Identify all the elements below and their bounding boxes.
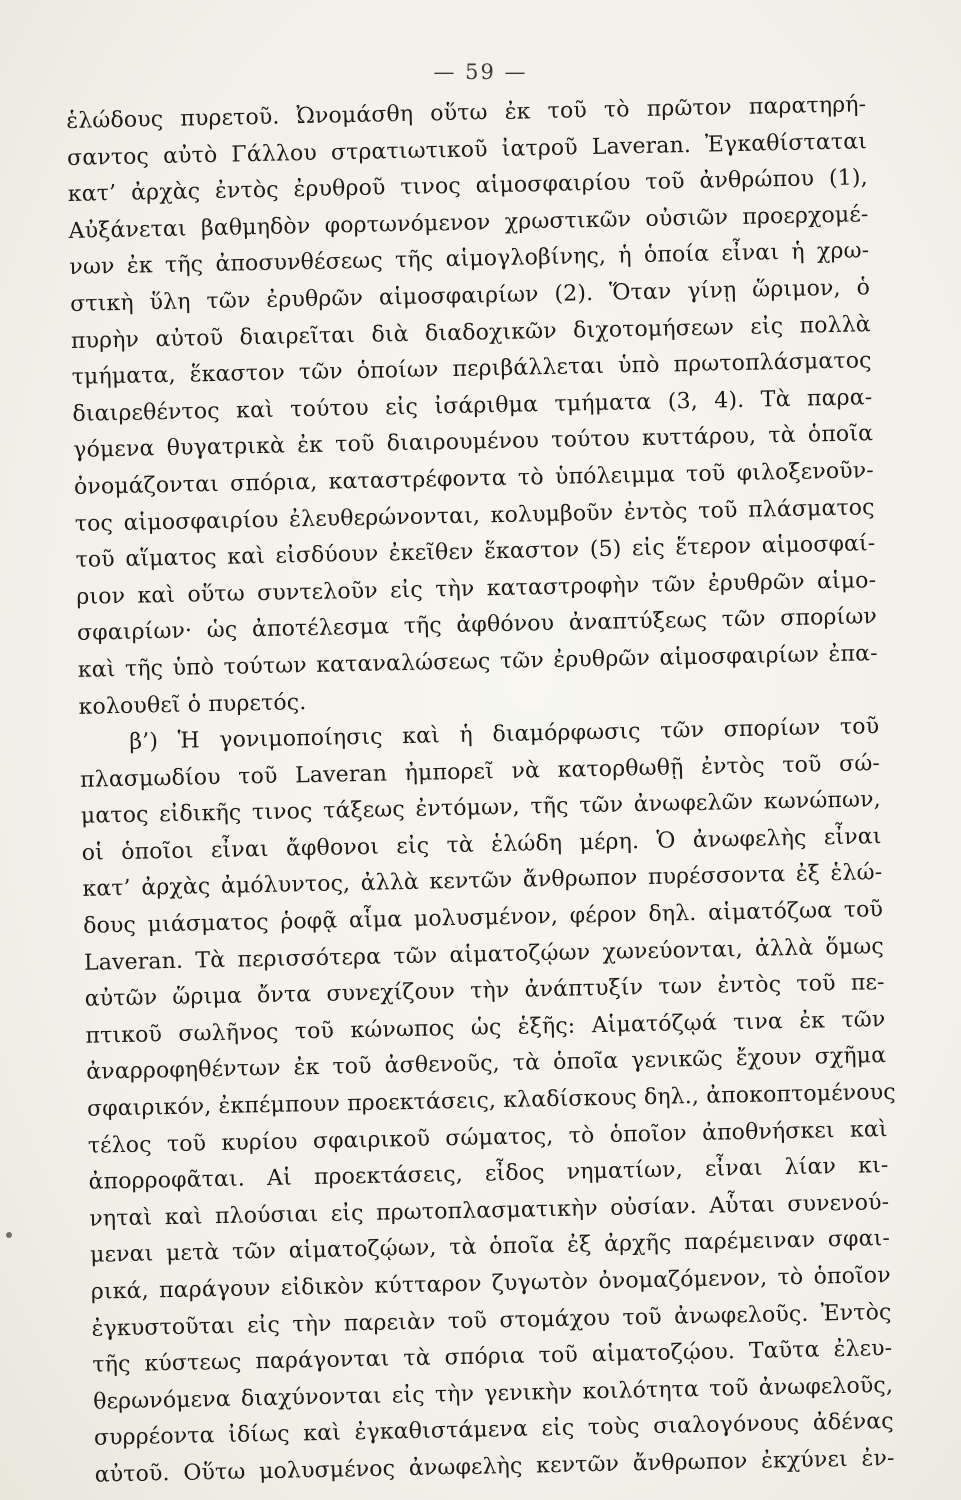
text-line: πτικοῦ σωλῆνος τοῦ κώνωπος ὡς ἑξῆς: Αἱματόζῳά τινα ἐκ τῶν: [85, 1006, 886, 1049]
text-line: τέλος τοῦ κυρίου σφαιρικοῦ σώματος, τὸ ὁποῖον ἀποθνήσκει καὶ: [87, 1116, 888, 1159]
text-line: νων ἐκ τῆς ἀποσυνθέσεως τῆς αἱμογλοβίνης, ἡ ὁποία εἶναι ἡ χρω-: [69, 238, 870, 281]
text-line: τος αἱμοσφαιρίου ἐλευθερώνονται, κολυμβοῦν ἐντὸς τοῦ πλάσματος: [74, 494, 875, 537]
text-line: διαιρεθέντος καὶ τούτου εἰς ἰσάριθμα τμήματα (3, 4). Τὰ παρα-: [72, 384, 873, 427]
text-line: κατ’ ἀρχὰς ἐντὸς ἐρυθροῦ τινος αἱμοσφαιρίου τοῦ ἀνθρώπου (1),: [67, 165, 868, 208]
text-line: ἀναρροφηθέντων ἐκ τοῦ ἀσθενοῦς, τὰ ὁποῖα γενικῶς ἔχουν σχῆμα: [86, 1043, 887, 1086]
text-line: πυρὴν αὐτοῦ διαιρεῖται διὰ διαδοχικῶν διχοτομήσεων εἰς πολλὰ: [70, 311, 872, 354]
text-line: αὐτοῦ. Οὕτω μολυσμένος ἀνωφελὴς κεντῶν ἄνθρωπον ἐκχύνει ἐν-: [94, 1445, 895, 1488]
text-line: ἀπορροφᾶται. Αἱ προεκτάσεις, εἶδος νηματίων, εἶναι λίαν κι-: [88, 1153, 889, 1195]
text-line: τῆς κύστεως παράγονται τὰ σπόρια τοῦ αἱματοζῴου. Ταῦτα ἐλευ-: [92, 1336, 893, 1378]
text-line: συρρέοντα ἰδίως καὶ ἐγκαθιστάμενα εἰς τοὺς σιαλογόνους ἀδένας: [93, 1409, 895, 1452]
text-line: κατ’ ἀρχὰς ἀμόλυντος, ἀλλὰ κεντῶν ἄνθρωπον πυρέσσοντα ἐξ ἑλώ-: [82, 860, 883, 903]
text-line: ἐγκυστοῦται εἰς τὴν παρειὰν τοῦ στομάχου τοῦ ἀνωφελοῦς. Ἐντὸς: [91, 1299, 892, 1342]
text-line: τοῦ αἵματος καὶ εἰσδύουν ἐκεῖθεν ἕκαστον (5) εἰς ἕτερον αἱμοσφαί-: [75, 531, 876, 574]
text-line: Αὐξάνεται βαθμηδὸν φορτωνόμενον χρωστικῶν οὐσιῶν προερχομέ-: [68, 202, 869, 244]
text-line: θερωνόμενα διαχύνονται εἰς τὴν γενικὴν κοιλότητα τοῦ ἀνωφελοῦς,: [92, 1372, 894, 1415]
text-line: στικὴ ὕλη τῶν ἐρυθρῶν αἱμοσφαιρίων (2). Ὅταν γίνῃ ὥριμον, ὁ: [69, 275, 871, 317]
section-b-first-line: β’) Ἡ γονιμοποίησις καὶ ἡ διαμόρφωσις τῶν σπορίων τοῦ: [129, 714, 880, 755]
text-line: νηταὶ καὶ πλούσιαι εἰς πρωτοπλασματικὴν οὐσίαν. Αὗται συνενού-: [89, 1189, 890, 1232]
page-number: — 59 —: [433, 60, 528, 84]
text-line: ριον καὶ οὕτω συντελοῦν εἰς τὴν καταστροφὴν τῶν ἐρυθρῶν αἱμο-: [76, 567, 877, 610]
text-line: γόμενα θυγατρικὰ ἐκ τοῦ διαιρουμένου τούτου κυττάρου, τὰ ὁποῖα: [73, 421, 874, 464]
text-line: αὐτῶν ὥριμα ὄντα συνεχίζουν τὴν ἀνάπτυξίν των ἐντὸς τοῦ πε-: [84, 970, 885, 1013]
text-line: δους μιάσματος ῥοφᾷ αἷμα μολυσμένον, φέρον δηλ. αἱματόζωα τοῦ: [82, 897, 884, 939]
text-line: Laveran. Τὰ περισσότερα τῶν αἱματοζῴων χωνεύονται, ἀλλὰ ὅμως: [83, 933, 885, 976]
text-line: ἑλώδους πυρετοῦ. Ὠνομάσθη οὕτω ἐκ τοῦ τὸ πρῶτον παρατηρή-: [66, 92, 867, 134]
ink-speck: [6, 1232, 12, 1238]
text-line: σφαιρικόν, ἐκπέμπουν προεκτάσεις, κλαδίσκους δηλ., ἀποκοπτομένους: [86, 1079, 896, 1122]
paragraph-end-line: κολουθεῖ ὁ πυρετός.: [78, 689, 307, 720]
text-line: πλασμωδίου τοῦ Laveran ἠμπορεῖ νὰ κατορθωθῇ ἐντὸς τοῦ σώ-: [79, 750, 881, 793]
text-line: τμήματα, ἕκαστον τῶν ὁποίων περιβάλλεται ὑπὸ πρωτοπλάσματος: [71, 348, 872, 391]
text-line: ὀνομάζονται σπόρια, καταστρέφοντα τὸ ὑπόλειμμα τοῦ φιλοξενοῦν-: [73, 458, 875, 500]
body-text: [66, 87, 895, 1494]
text-line: σαντος αὐτὸ Γάλλου στρατιωτικοῦ ἰατροῦ Laveran. Ἐγκαθίσταται: [66, 128, 868, 171]
text-line: σφαιρίων· ὡς ἀποτέλεσμα τῆς ἀφθόνου ἀναπτύξεως τῶν σπορίων: [76, 604, 878, 647]
text-line: ρικά, παράγουν εἰδικὸν κύτταρον ζυγωτὸν ὀνομαζόμενον, τὸ ὁποῖον: [90, 1262, 891, 1305]
text-line: ματος εἰδικῆς τινος τάξεως ἐντόμων, τῆς τῶν ἀνωφελῶν κωνώπων,: [80, 787, 882, 830]
text-line: καὶ τῆς ὑπὸ τούτων καταναλώσεως τῶν ἐρυθρῶν αἱμοσφαιρίων ἐπα-: [77, 641, 878, 683]
text-line: οἱ ὁποῖοι εἶναι ἄφθονοι εἰς τὰ ἑλώδη μέρη. Ὁ ἀνωφελὴς εἶναι: [81, 823, 882, 866]
text-line: μεναι μετὰ τῶν αἱματοζῴων, τὰ ὁποῖα ἐξ ἀρχῆς παρέμειναν σφαι-: [89, 1226, 891, 1269]
